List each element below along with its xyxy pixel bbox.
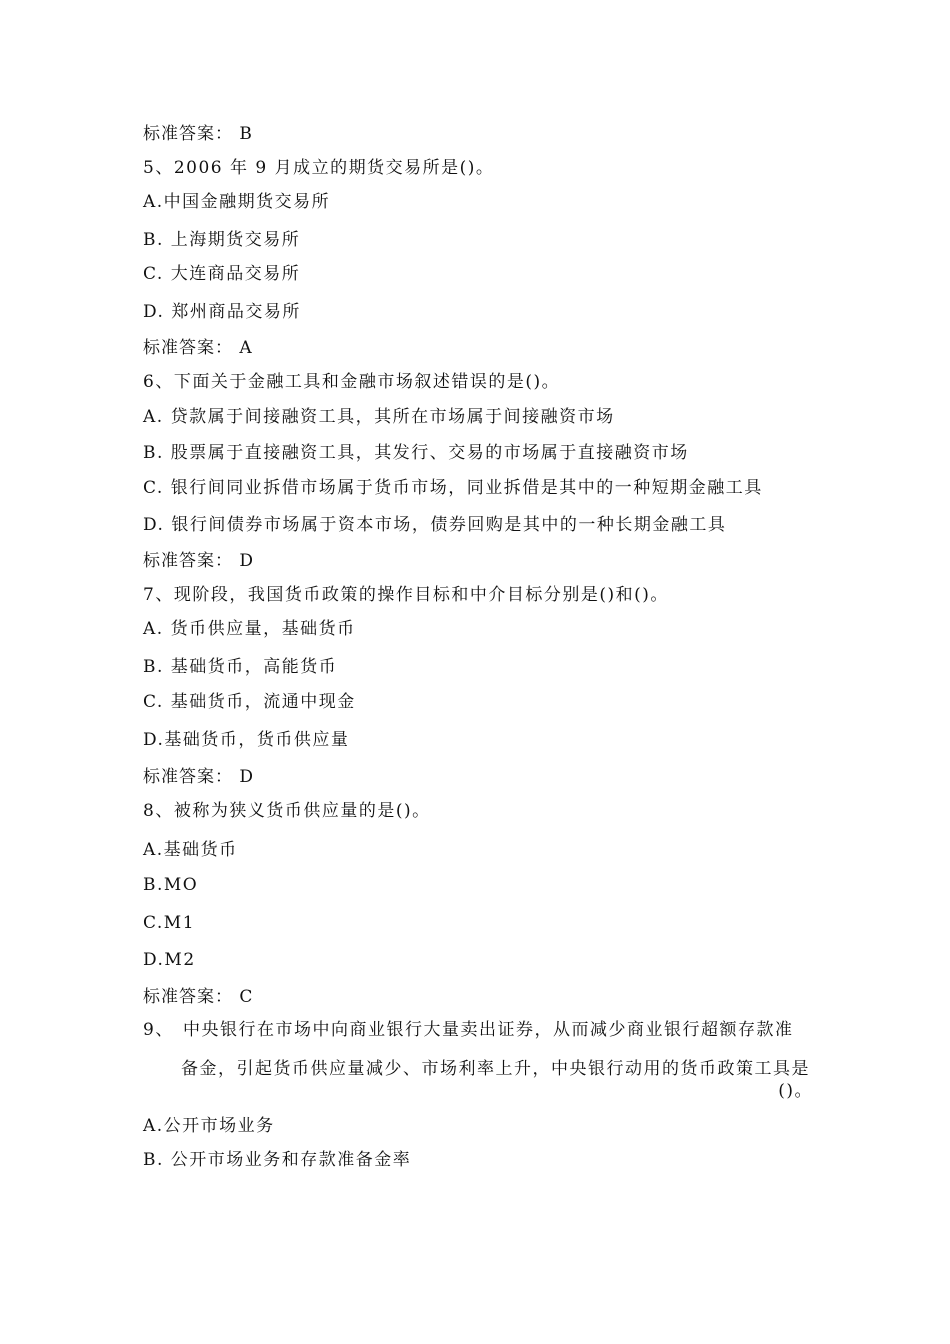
option-6a: A. 贷款属于间接融资工具，其所在市场属于间接融资市场 xyxy=(143,407,615,427)
option-8c: C.M1 xyxy=(143,913,196,933)
answer-q7: 标准答案： D xyxy=(143,767,255,787)
answer-q4: 标准答案： B xyxy=(143,124,253,144)
option-7b: B. 基础货币，高能货币 xyxy=(143,657,338,677)
question-8-text: 8、被称为狭义货币供应量的是()。 xyxy=(143,801,431,821)
option-6d: D. 银行间债券市场属于资本市场，债券回购是其中的一种长期金融工具 xyxy=(143,515,727,535)
question-9-number: 9、 xyxy=(143,1020,174,1040)
question-9-line-1: 中央银行在市场中向商业银行大量卖出证券，从而减少商业银行超额存款准 xyxy=(183,1020,794,1040)
answer-q6: 标准答案： D xyxy=(143,551,255,571)
option-6c: C. 银行间同业拆借市场属于货币市场，同业拆借是其中的一种短期金融工具 xyxy=(143,478,763,498)
option-9b: B. 公开市场业务和存款准备金率 xyxy=(143,1150,412,1170)
option-8b: B.MO xyxy=(143,875,199,895)
question-5-text: 5、2006 年 9 月成立的期货交易所是()。 xyxy=(143,158,495,178)
option-8d: D.M2 xyxy=(143,950,196,970)
option-5b: B. 上海期货交易所 xyxy=(143,230,301,250)
option-7c: C. 基础货币，流通中现金 xyxy=(143,692,356,712)
option-7d: D.基础货币，货币供应量 xyxy=(143,730,350,750)
question-9-line-2: 备金，引起货币供应量减少、市场利率上升，中央银行动用的货币政策工具是 xyxy=(181,1059,810,1079)
option-7a: A. 货币供应量，基础货币 xyxy=(143,619,356,639)
question-6-text: 6、下面关于金融工具和金融市场叙述错误的是()。 xyxy=(143,372,561,392)
option-6b: B. 股票属于直接融资工具，其发行、交易的市场属于直接融资市场 xyxy=(143,443,689,463)
option-8a: A.基础货币 xyxy=(143,840,238,860)
answer-q5: 标准答案： A xyxy=(143,338,253,358)
option-5c: C. 大连商品交易所 xyxy=(143,264,301,284)
question-7-text: 7、现阶段，我国货币政策的操作目标和中介目标分别是()和()。 xyxy=(143,585,669,605)
question-9-line-3: ()。 xyxy=(778,1081,813,1101)
option-5a: A.中国金融期货交易所 xyxy=(143,192,331,212)
answer-q8: 标准答案： C xyxy=(143,987,254,1007)
option-9a: A.公开市场业务 xyxy=(143,1116,275,1136)
option-5d: D. 郑州商品交易所 xyxy=(143,302,301,322)
